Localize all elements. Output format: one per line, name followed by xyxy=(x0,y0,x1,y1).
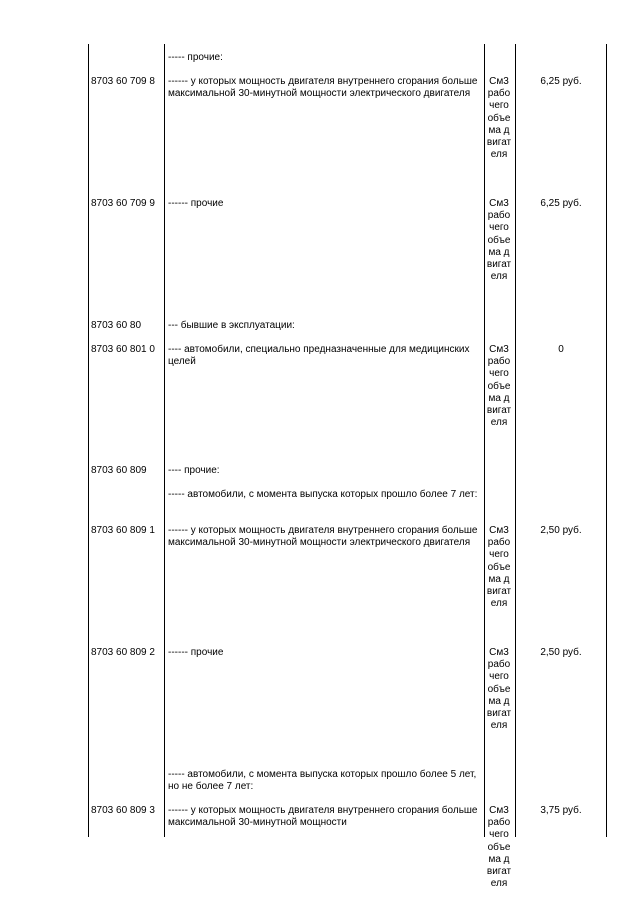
row-rate: 6,25 руб. xyxy=(540,198,582,209)
row-description: ------ прочие xyxy=(168,198,224,209)
row-description: ------ у которых мощность двигателя внутреннего сгорания больше максимальной 30-минутной мощности электрического двигателя xyxy=(168,76,478,100)
row-description: ------ у которых мощность двигателя внутреннего сгорания больше максимальной 30-минутной мощности электрического двигателя xyxy=(168,525,478,549)
row-description: ------ у которых мощность двигателя внутреннего сгорания больше максимальной 30-минутной мощности xyxy=(168,805,478,829)
row-unit: См3 рабочего объема двигателя xyxy=(486,525,512,610)
row-unit: См3 рабочего объема двигателя xyxy=(486,198,512,283)
row-description: ------ прочие xyxy=(168,647,224,658)
row-unit: См3 рабочего объема двигателя xyxy=(486,805,512,890)
row-code: 8703 60 809 2 xyxy=(91,647,155,658)
row-rate: 3,75 руб. xyxy=(540,805,582,816)
row-code: 8703 60 709 9 xyxy=(91,198,155,209)
row-unit: См3 рабочего объема двигателя xyxy=(486,647,512,732)
row-code: 8703 60 809 1 xyxy=(91,525,155,536)
row-description: ----- автомобили, с момента выпуска которых прошло более 5 лет, но не более 7 лет: xyxy=(168,769,477,793)
row-code: 8703 60 809 3 xyxy=(91,805,155,816)
row-description: ----- автомобили, с момента выпуска которых прошло более 7 лет: xyxy=(168,489,478,500)
row-code: 8703 60 709 8 xyxy=(91,76,155,87)
row-rate: 2,50 руб. xyxy=(540,525,582,536)
row-code: 8703 60 801 0 xyxy=(91,344,155,355)
row-rate: 6,25 руб. xyxy=(540,76,582,87)
row-description: --- бывшие в эксплуатации: xyxy=(168,320,295,331)
row-rate: 2,50 руб. xyxy=(540,647,582,658)
table-border-left xyxy=(88,44,89,837)
column-divider xyxy=(515,44,516,837)
column-divider xyxy=(484,44,485,837)
row-unit: См3 рабочего объема двигателя xyxy=(486,344,512,429)
row-code: 8703 60 80 xyxy=(91,320,142,331)
row-description: ---- прочие: xyxy=(168,465,220,476)
table-border-right xyxy=(606,44,607,837)
row-description: ----- прочие: xyxy=(168,52,223,63)
row-description: ---- автомобили, специально предназначенные для медицинских целей xyxy=(168,344,470,368)
column-divider xyxy=(164,44,165,837)
row-rate: 0 xyxy=(558,344,564,355)
row-code: 8703 60 809 xyxy=(91,465,147,476)
row-unit: См3 рабочего объема двигателя xyxy=(486,76,512,161)
